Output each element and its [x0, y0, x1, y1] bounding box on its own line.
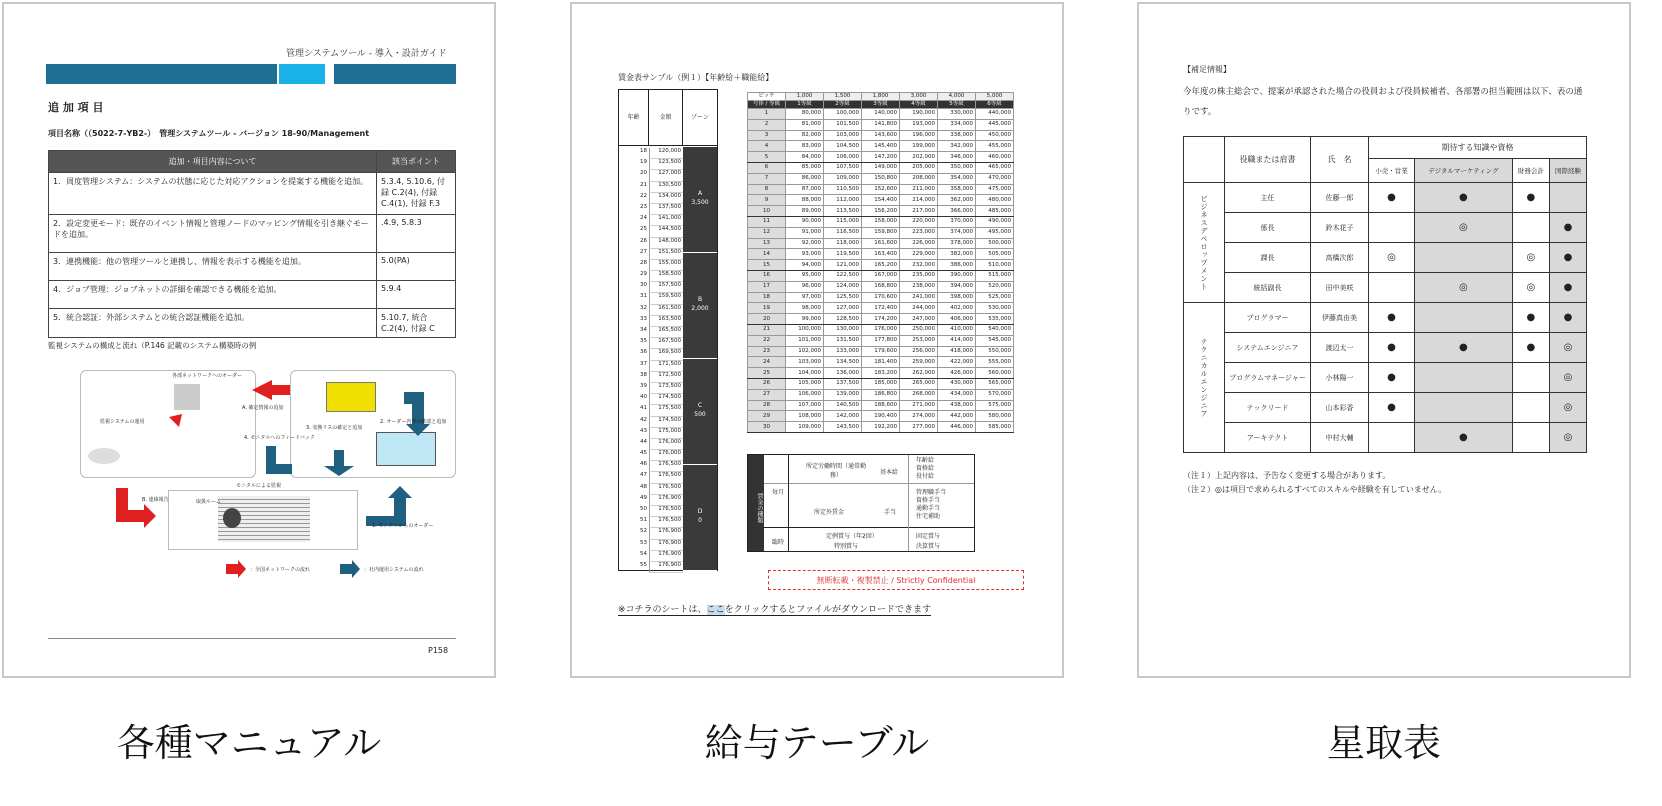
- red-arrow-icon: [144, 414, 182, 454]
- role-cell: 課長: [1225, 243, 1311, 273]
- diagram-label: モニタルによる監視: [236, 483, 282, 489]
- grade-header-cell: 4等級: [900, 101, 938, 109]
- role-cell: 主任: [1225, 183, 1311, 213]
- footnote: （注１）上記内容は、予告なく変更する場合があります。: [1183, 471, 1391, 480]
- role-cell: アーキテクト: [1225, 423, 1311, 453]
- age-cell: 34: [640, 327, 647, 333]
- col-header: 追加・項目内容について: [49, 151, 377, 173]
- name-cell: 伊藤真由美: [1311, 303, 1369, 333]
- table-row: 22 101,000 131,500 177,800 253,000 414,000 545,000: [748, 335, 1014, 346]
- table-row: 4 83,000 104,500 145,400 199,000 342,000 455,000: [748, 141, 1014, 152]
- pitch-cell: 1,000: [786, 93, 824, 101]
- amount-cell: 144,500: [649, 226, 683, 237]
- amount-cell: 137,500: [649, 204, 683, 215]
- table-row: [1184, 393, 1587, 423]
- skill-header: デジタルマーケティング: [1414, 159, 1512, 183]
- name-cell: 小林陽一: [1311, 363, 1369, 393]
- table-row: [1184, 303, 1587, 333]
- mark-cell: ◎: [1512, 243, 1549, 273]
- name-cell: 渡辺太一: [1311, 333, 1369, 363]
- pitch-cell: 1,500: [824, 93, 862, 101]
- age-cell: 41: [640, 405, 647, 412]
- mark-cell: ●: [1512, 303, 1549, 333]
- diagram-arrows: [4, 4, 496, 678]
- mark-cell: ●: [1549, 273, 1586, 303]
- mark-cell: ◎: [1512, 273, 1549, 303]
- age-cell: 33: [640, 315, 647, 322]
- manual-thumbnail[interactable]: [2, 2, 496, 678]
- allowance-table: 賃金の種類 毎月 臨時 所定労働時間（通常勤務） 基本給 年齢給 資格給 役付給 所定外賃金 手当 管理職手当 資格手当 通勤手当 住宅補助 定例賞与（年2回） 固定賞与 特別賞与 決算賞与: [747, 454, 975, 552]
- table-row: 2 81,000 101,500 141,800 193,000 334,000 445,000: [748, 119, 1014, 130]
- amount-cell: 176,500: [649, 484, 683, 495]
- age-cell: 32: [640, 304, 647, 311]
- name-cell: 山本彩香: [1311, 393, 1369, 423]
- amount-cell: 176,500: [649, 472, 683, 483]
- amount-cell: 176,900: [649, 528, 683, 539]
- blue-arrow-icon: [324, 450, 354, 476]
- caption-skill-matrix: 星取表: [1326, 721, 1441, 765]
- page-number: P158: [428, 646, 449, 655]
- amount-cell: 176,000: [649, 450, 683, 461]
- name-cell: 中村大輔: [1311, 423, 1369, 453]
- amount-cell: 176,900: [649, 562, 683, 573]
- table-row: 19 98,000 127,000 172,400 244,000 402,000 530,000: [748, 303, 1014, 314]
- age-cell: 54: [640, 550, 647, 557]
- table-row: 16 95,000 122,500 167,000 235,000 390,000 515,000: [748, 270, 1014, 281]
- diagram-caption: 監視システムの構成と流れ（P.146 記載のシステム構築時の例: [48, 341, 257, 350]
- table-row: [1184, 213, 1587, 243]
- amount-cell: 134,000: [649, 193, 683, 204]
- grade-header-cell: 6等級: [976, 101, 1014, 109]
- table-row: [1184, 363, 1587, 393]
- salary-table-thumbnail[interactable]: [570, 2, 1064, 678]
- mark-cell: ●: [1549, 213, 1586, 243]
- table-row: 30 109,000 143,500 192,200 277,000 446,000 585,000: [748, 422, 1014, 433]
- role-cell: テックリード: [1225, 393, 1311, 423]
- mark-cell: ●: [1369, 303, 1415, 333]
- diagram-label: 取扱ルーム: [196, 499, 222, 505]
- table-row: 3 82,000 103,000 143,600 196,000 338,000 450,000: [748, 130, 1014, 141]
- age-cell: 29: [640, 271, 647, 278]
- amount-cell: 176,900: [649, 495, 683, 506]
- grade-header-cell: 5等級: [938, 101, 976, 109]
- amount-cell: 165,500: [649, 327, 683, 338]
- age-cell: 52: [640, 528, 647, 535]
- mark-cell: [1512, 363, 1549, 393]
- age-cell: 48: [640, 483, 647, 490]
- age-cell: 53: [640, 539, 647, 546]
- amount-cell: 167,500: [649, 338, 683, 349]
- mark-cell: ●: [1512, 183, 1549, 213]
- mark-cell: ◎: [1549, 363, 1586, 393]
- role-cell: 統括副長: [1225, 273, 1311, 303]
- mark-cell: ◎: [1549, 393, 1586, 423]
- amount-cell: 169,500: [649, 349, 683, 360]
- amount-cell: 158,500: [649, 271, 683, 282]
- note-title: 【補足情報】: [1183, 65, 1231, 74]
- mark-cell: ●: [1512, 333, 1549, 363]
- footer-rule: [48, 638, 456, 639]
- legend-label: ：社内運用システムの流れ: [364, 567, 424, 573]
- skill-header: 小売・営業: [1369, 159, 1415, 183]
- age-cell: 38: [640, 371, 647, 378]
- age-cell: 19: [640, 159, 647, 166]
- amount-cell: 175,000: [649, 428, 683, 439]
- table-row: 29 108,000 142,000 190,400 274,000 442,000 580,000: [748, 411, 1014, 422]
- diagram-label: A. 確定情報の追加: [242, 405, 284, 411]
- table-row: 1 80,000 100,000 140,000 190,000 330,000 440,000: [748, 109, 1014, 120]
- confidential-label: 無断転載・複製禁止 / Strictly Confidential: [768, 570, 1024, 590]
- amount-cell: 148,000: [649, 238, 683, 249]
- age-cell: 47: [640, 472, 647, 479]
- zone-cell: B 2,000: [683, 253, 717, 359]
- pitch-cell: 1,800: [862, 93, 900, 101]
- age-cell: 24: [640, 215, 647, 222]
- grade-header-cell: 号俸 / 等級: [748, 101, 786, 109]
- blue-arrow-icon: [366, 486, 412, 526]
- table-row: 5．統合認証：外部システムとの統合認証機能を追加。 5.10.7, 統合 C.2(4), 付録 C: [49, 309, 456, 338]
- age-cell: 55: [640, 561, 647, 568]
- role-cell: システムエンジニア: [1225, 333, 1311, 363]
- pitch-cell: 4,000: [938, 93, 976, 101]
- name-cell: 田中美咲: [1311, 273, 1369, 303]
- legend-red-arrow-icon: [226, 560, 246, 578]
- manual-header: 管理システムツール - 導入・設計ガイド: [286, 49, 447, 59]
- footnote: （注２）◎は項目で求められるすべてのスキルや経験を有していません。: [1183, 485, 1447, 494]
- age-cell: 27: [640, 248, 647, 255]
- amount-cell: 176,000: [649, 439, 683, 450]
- mark-cell: ◎: [1414, 213, 1512, 243]
- age-cell: 20: [640, 170, 647, 177]
- group-label: テクニカルエンジニア: [1184, 303, 1225, 453]
- mark-cell: ●: [1414, 333, 1512, 363]
- table-row: 12 91,000 116,500 159,800 223,000 374,000 495,000: [748, 227, 1014, 238]
- table-row: 10 89,000 113,500 156,200 217,000 366,000 485,000: [748, 206, 1014, 217]
- skill-header: 国際経験: [1549, 159, 1586, 183]
- table-row: [1184, 243, 1587, 273]
- name-cell: 高橋次郎: [1311, 243, 1369, 273]
- col-header: 該当ポイント: [377, 151, 456, 173]
- table-row: 14 93,000 119,500 163,400 229,000 382,000 505,000: [748, 249, 1014, 260]
- age-cell: 49: [640, 494, 647, 501]
- mark-cell: [1414, 393, 1512, 423]
- age-cell: 36: [640, 349, 647, 356]
- mark-cell: [1549, 183, 1586, 213]
- grade-header-cell: 1等級: [786, 101, 824, 109]
- table-row: 26 105,000 137,500 185,000 265,000 430,000 565,000: [748, 378, 1014, 389]
- amount-cell: 157,500: [649, 282, 683, 293]
- mark-cell: ◎: [1369, 243, 1415, 273]
- mark-cell: ●: [1549, 303, 1586, 333]
- table-row: 6 85,000 107,500 149,000 205,000 350,000 465,000: [748, 162, 1014, 173]
- age-cell: 26: [640, 237, 647, 244]
- age-table: 年齢 金額 ゾーン 18 19 20 21 22 23 24 25 26 27 28 29 30 31 32 33 34 35 36 37 38 39 40 41 42 43 44 45 46 47 48 49 50 51 52 53 54 55 120,000 123,500 127,000 130,500 134,000 137,500 141,000 144,500 148,000 151,500 155,000 158,500 157,500 159,500 161,500 163,500 165,500 167,500 169,500 171,500 172,500 173,500 174,500 175,500 174,500 175,000 176,000 176,000 176,500 176,500 176,500 176,900 176,500 176,500 176,900 176,900 176,900 176,900 A 3,500 B 2,000 C 500 D 0: [618, 89, 718, 571]
- table-row: [1184, 273, 1587, 303]
- mark-cell: ◎: [1549, 423, 1586, 453]
- mark-cell: [1369, 273, 1415, 303]
- age-cell: 45: [640, 450, 647, 457]
- skill-matrix-table: 役職または肩書 氏 名 期待する知識や資格 小売・営業 デジタルマーケティング 財務会計 国際経験 ビジネスデベロップメント 主任 佐藤一郎 ● ● ● 係長 鈴木花子 ◎ ● 課長 高橋次郎 ◎ ◎ ● 統括副長 田中美咲 ◎ ◎ ● テクニカルエンジニア プログラマー 伊藤真由美 ● ● ● システムエンジニア 渡辺太一 ● ● ● ◎ プログラムマネージャー 小林陽一 ● ◎ テックリード 山本彩香 ● ◎ アーキテクト 中村大輔 ● ◎: [1183, 136, 1587, 453]
- table-row: [1184, 183, 1587, 213]
- download-link[interactable]: ここ: [706, 605, 725, 615]
- amount-cell: 176,500: [649, 517, 683, 528]
- age-cell: 43: [640, 427, 647, 434]
- pitch-cell: 3,000: [900, 93, 938, 101]
- age-cell: 42: [640, 416, 647, 423]
- table-row: 3．連携機能：他の管理ツールと連携し、情報を表示する機能を追加。 5.0(PA): [49, 253, 456, 281]
- legend-label: ：全国ネットワークの流れ: [250, 567, 311, 573]
- mark-cell: ●: [1369, 363, 1415, 393]
- table-row: 4．ジョブ管理：ジョブネットの詳細を確認できる機能を追加。 5.9.4: [49, 281, 456, 309]
- amount-cell: 176,500: [649, 506, 683, 517]
- table-row: 7 86,000 109,000 150,800 208,000 354,000 470,000: [748, 173, 1014, 184]
- amount-cell: 173,500: [649, 383, 683, 394]
- mark-cell: ◎: [1549, 333, 1586, 363]
- table-row: 9 88,000 112,000 154,400 214,000 362,000 480,000: [748, 195, 1014, 206]
- diagram-label: B. 連絡報告: [142, 497, 169, 503]
- amount-cell: 175,500: [649, 405, 683, 416]
- age-cell: 30: [640, 282, 647, 289]
- table-row: 20 99,000 128,500 174,200 247,000 406,000 535,000: [748, 314, 1014, 325]
- grade-salary-table: ピッチ 1,000 1,500 1,800 3,000 4,000 5,000 号俸 / 等級 1等級 2等級 3等級 4等級 5等級 6等級 1 80,000 100,000 140,000 190,000 330,000 440,000 2 81,000 101,500 141,800 193,000 334,000 445,000 3 82,000 103,000 143,600 196,000 338,000 450,000 4 83,000 104,500 145,400 199,000 342,000 455,000 5 84,000 106,000 147,200 202,000 346,000 460,000 6 85,000 107,500 149,000 205,000 350,000 465,000 7 86,000 109,000 150,800 208,000 354,000 470,000 8 87,000 110,500 152,600 211,000 358,000 475,000 9 88,000 112,000 154,400 214,000 362,000 480,000 10 89,000 113,500 156,200 217,000 366,000 485,000 11 90,000 115,000 158,000 220,000 370,000 490,000 12 91,000 116,500 159,800 223,000 374,000 495,000 13 92,000 118,000 161,600 226,000 378,000 500,000 14 93,000 119,500 163,400 229,000 382,000 505,000 15 94,000 121,000 165,200 232,000 386,000 510,000 16 95,000 122,500 167,000 235,000 390,000 515,000 17 96,000 124,000 168,800 238,000 394,000 520,000 18 97,000 125,500 170,600 241,000 398,000 525,000 19 98,000 127,000 172,400 244,000 402,000 530,000 20 99,000 128,500 174,200 247,000 406,000 535,000 21 100,000 130,000 176,000 250,000 410,000 540,000 22 101,000 131,500 177,800 253,000 414,000 545,000 23 102,000 133,000 179,600 256,000 418,000 550,000 24 103,000 134,500 181,400 259,000 422,000 555,000 25 104,000 136,000 183,200 262,000 426,000 560,000 26 105,000 137,500 185,000 265,000 430,000 565,000 27 106,000 139,000 186,800 268,000 434,000 570,000 28 107,000 140,500 188,600 271,000 438,000 575,000 29 108,000 142,000 190,400 274,000 442,000 580,000 30 109,000 143,500 192,200 277,000 446,000 585,000: [747, 92, 1014, 433]
- amount-cell: 123,500: [649, 159, 683, 170]
- grade-header-cell: 2等級: [824, 101, 862, 109]
- table-row: 13 92,000 118,000 161,600 226,000 378,000 500,000: [748, 238, 1014, 249]
- table-row: 25 104,000 136,000 183,200 262,000 426,000 560,000: [748, 368, 1014, 379]
- mark-cell: [1369, 423, 1415, 453]
- table-row: 21 100,000 130,000 176,000 250,000 410,000 540,000: [748, 324, 1014, 335]
- age-cell: 51: [640, 517, 647, 524]
- pitch-cell: 5,000: [976, 93, 1014, 101]
- age-cell: 18: [640, 148, 647, 154]
- zone-cell: C 500: [683, 359, 717, 465]
- skill-matrix-thumbnail[interactable]: [1137, 2, 1631, 678]
- age-cell: 35: [640, 338, 647, 345]
- diagram-label: 1. モニタルからのオーダー: [372, 523, 434, 529]
- table-row: 27 106,000 139,000 186,800 268,000 434,000 570,000: [748, 389, 1014, 400]
- mark-cell: ●: [1414, 183, 1512, 213]
- table-row: 5 84,000 106,000 147,200 202,000 346,000 460,000: [748, 152, 1014, 163]
- caption-manual: 各種マニュアル: [116, 721, 382, 765]
- group-label: ビジネスデベロップメント: [1184, 183, 1225, 303]
- table-row: 23 102,000 133,000 179,600 256,000 418,000 550,000: [748, 346, 1014, 357]
- amount-cell: 174,500: [649, 417, 683, 428]
- age-cell: 28: [640, 259, 647, 266]
- table-row: 2．設定変更モード：既存のイベント情報と管理ノードのマッピング情報を引き継ぐモードを追加。 .4.9, 5.8.3: [49, 215, 456, 253]
- amount-cell: 161,500: [649, 305, 683, 316]
- diagram-label: 2. オーダー内容の確認と追加: [380, 419, 447, 425]
- age-cell: 46: [640, 461, 647, 468]
- diagram-label: 監視システムの運用: [100, 419, 145, 425]
- role-cell: 係長: [1225, 213, 1311, 243]
- role-cell: プログラムマネージャー: [1225, 363, 1311, 393]
- amount-cell: 171,500: [649, 361, 683, 372]
- age-cell: 25: [640, 226, 647, 233]
- age-cell: 50: [640, 506, 647, 512]
- mark-cell: ◎: [1414, 273, 1512, 303]
- table-row: 24 103,000 134,500 181,400 259,000 422,000 555,000: [748, 357, 1014, 368]
- age-cell: 22: [640, 192, 647, 199]
- mark-cell: [1414, 303, 1512, 333]
- table-row: 15 94,000 121,000 165,200 232,000 386,000 510,000: [748, 260, 1014, 271]
- mark-cell: [1512, 393, 1549, 423]
- intro-text: 今年度の株主総会で、提案が承認された場合の役員および役員候補者、各部署の担当範囲は以下、表の通りです。: [1183, 87, 1583, 117]
- blue-arrow-icon: [266, 446, 292, 474]
- table-row: 18 97,000 125,500 170,600 241,000 398,000 525,000: [748, 292, 1014, 303]
- age-cell: 23: [640, 203, 647, 210]
- table-row: 1．周度管理システム：システムの状態に応じた対応アクションを提案する機能を追加。 5.3.4, 5.10.6, 付録 C.2(4), 付録 C.4(1), 付録 F.3: [49, 173, 456, 215]
- blue-arrow-icon: [404, 392, 430, 436]
- age-cell: 31: [640, 293, 647, 300]
- amount-cell: 141,000: [649, 215, 683, 226]
- mark-cell: [1512, 423, 1549, 453]
- table-row: 28 107,000 140,500 188,600 271,000 438,000 575,000: [748, 400, 1014, 411]
- name-cell: 鈴木花子: [1311, 213, 1369, 243]
- age-cell: 44: [640, 438, 647, 445]
- red-arrow-icon: [116, 488, 156, 528]
- table-row: [1184, 333, 1587, 363]
- mark-cell: [1369, 213, 1415, 243]
- mark-cell: ●: [1369, 333, 1415, 363]
- skill-header: 財務会計: [1512, 159, 1549, 183]
- salary-title: 賃金表サンプル（例１）【年齢給＋職能給】: [618, 73, 774, 82]
- amount-cell: 127,000: [649, 170, 683, 181]
- mark-cell: ●: [1369, 183, 1415, 213]
- diagram-label: 各部ネットワークへのオーダー: [172, 373, 243, 379]
- table-row: 8 87,000 110,500 152,600 211,000 358,000 475,000: [748, 184, 1014, 195]
- age-cell: 37: [640, 360, 647, 367]
- legend-blue-arrow-icon: [340, 560, 360, 578]
- amount-cell: 130,500: [649, 182, 683, 193]
- mark-cell: ●: [1414, 423, 1512, 453]
- amount-cell: 172,500: [649, 372, 683, 383]
- download-note: ※コチラのシートは、ここをクリックするとファイルがダウンロードできます: [618, 602, 931, 616]
- mark-cell: ●: [1369, 393, 1415, 423]
- zone-cell: A 3,500: [683, 147, 717, 253]
- age-cell: 21: [640, 181, 647, 188]
- diagram-label: 3. 変換リスの確定と追加: [306, 425, 363, 431]
- amount-cell: 155,000: [649, 260, 683, 271]
- mark-cell: [1512, 213, 1549, 243]
- age-cell: 39: [640, 382, 647, 389]
- amount-cell: 176,500: [649, 461, 683, 472]
- name-cell: 佐藤一郎: [1311, 183, 1369, 213]
- age-cell: 40: [640, 394, 647, 401]
- grade-header-cell: 3等級: [862, 101, 900, 109]
- amount-cell: 159,500: [649, 293, 683, 304]
- zone-cell: D 0: [683, 465, 717, 571]
- amount-cell: 120,000: [649, 148, 683, 159]
- item-name: 項目名称（（5022-7-YB2-） 管理システムツール - バージョン 18-90/Management: [48, 129, 370, 138]
- section-title: 追 加 項 目: [48, 101, 104, 114]
- role-cell: プログラマー: [1225, 303, 1311, 333]
- mark-cell: [1414, 243, 1512, 273]
- red-arrow-icon: [252, 380, 290, 400]
- diagram-label: 4. モニタルへのフィードバック: [244, 435, 315, 441]
- table-row: [1184, 423, 1587, 453]
- mark-cell: [1414, 363, 1512, 393]
- amount-cell: 151,500: [649, 249, 683, 260]
- amount-cell: 174,500: [649, 394, 683, 405]
- table-row: 11 90,000 115,000 158,000 220,000 370,000 490,000: [748, 216, 1014, 227]
- amount-cell: 176,900: [649, 540, 683, 551]
- mark-cell: ●: [1549, 243, 1586, 273]
- amount-cell: 163,500: [649, 316, 683, 327]
- caption-salary: 給与テーブル: [704, 721, 930, 765]
- amount-cell: 176,900: [649, 551, 683, 562]
- table-row: 17 96,000 124,000 168,800 238,000 394,000 520,000: [748, 281, 1014, 292]
